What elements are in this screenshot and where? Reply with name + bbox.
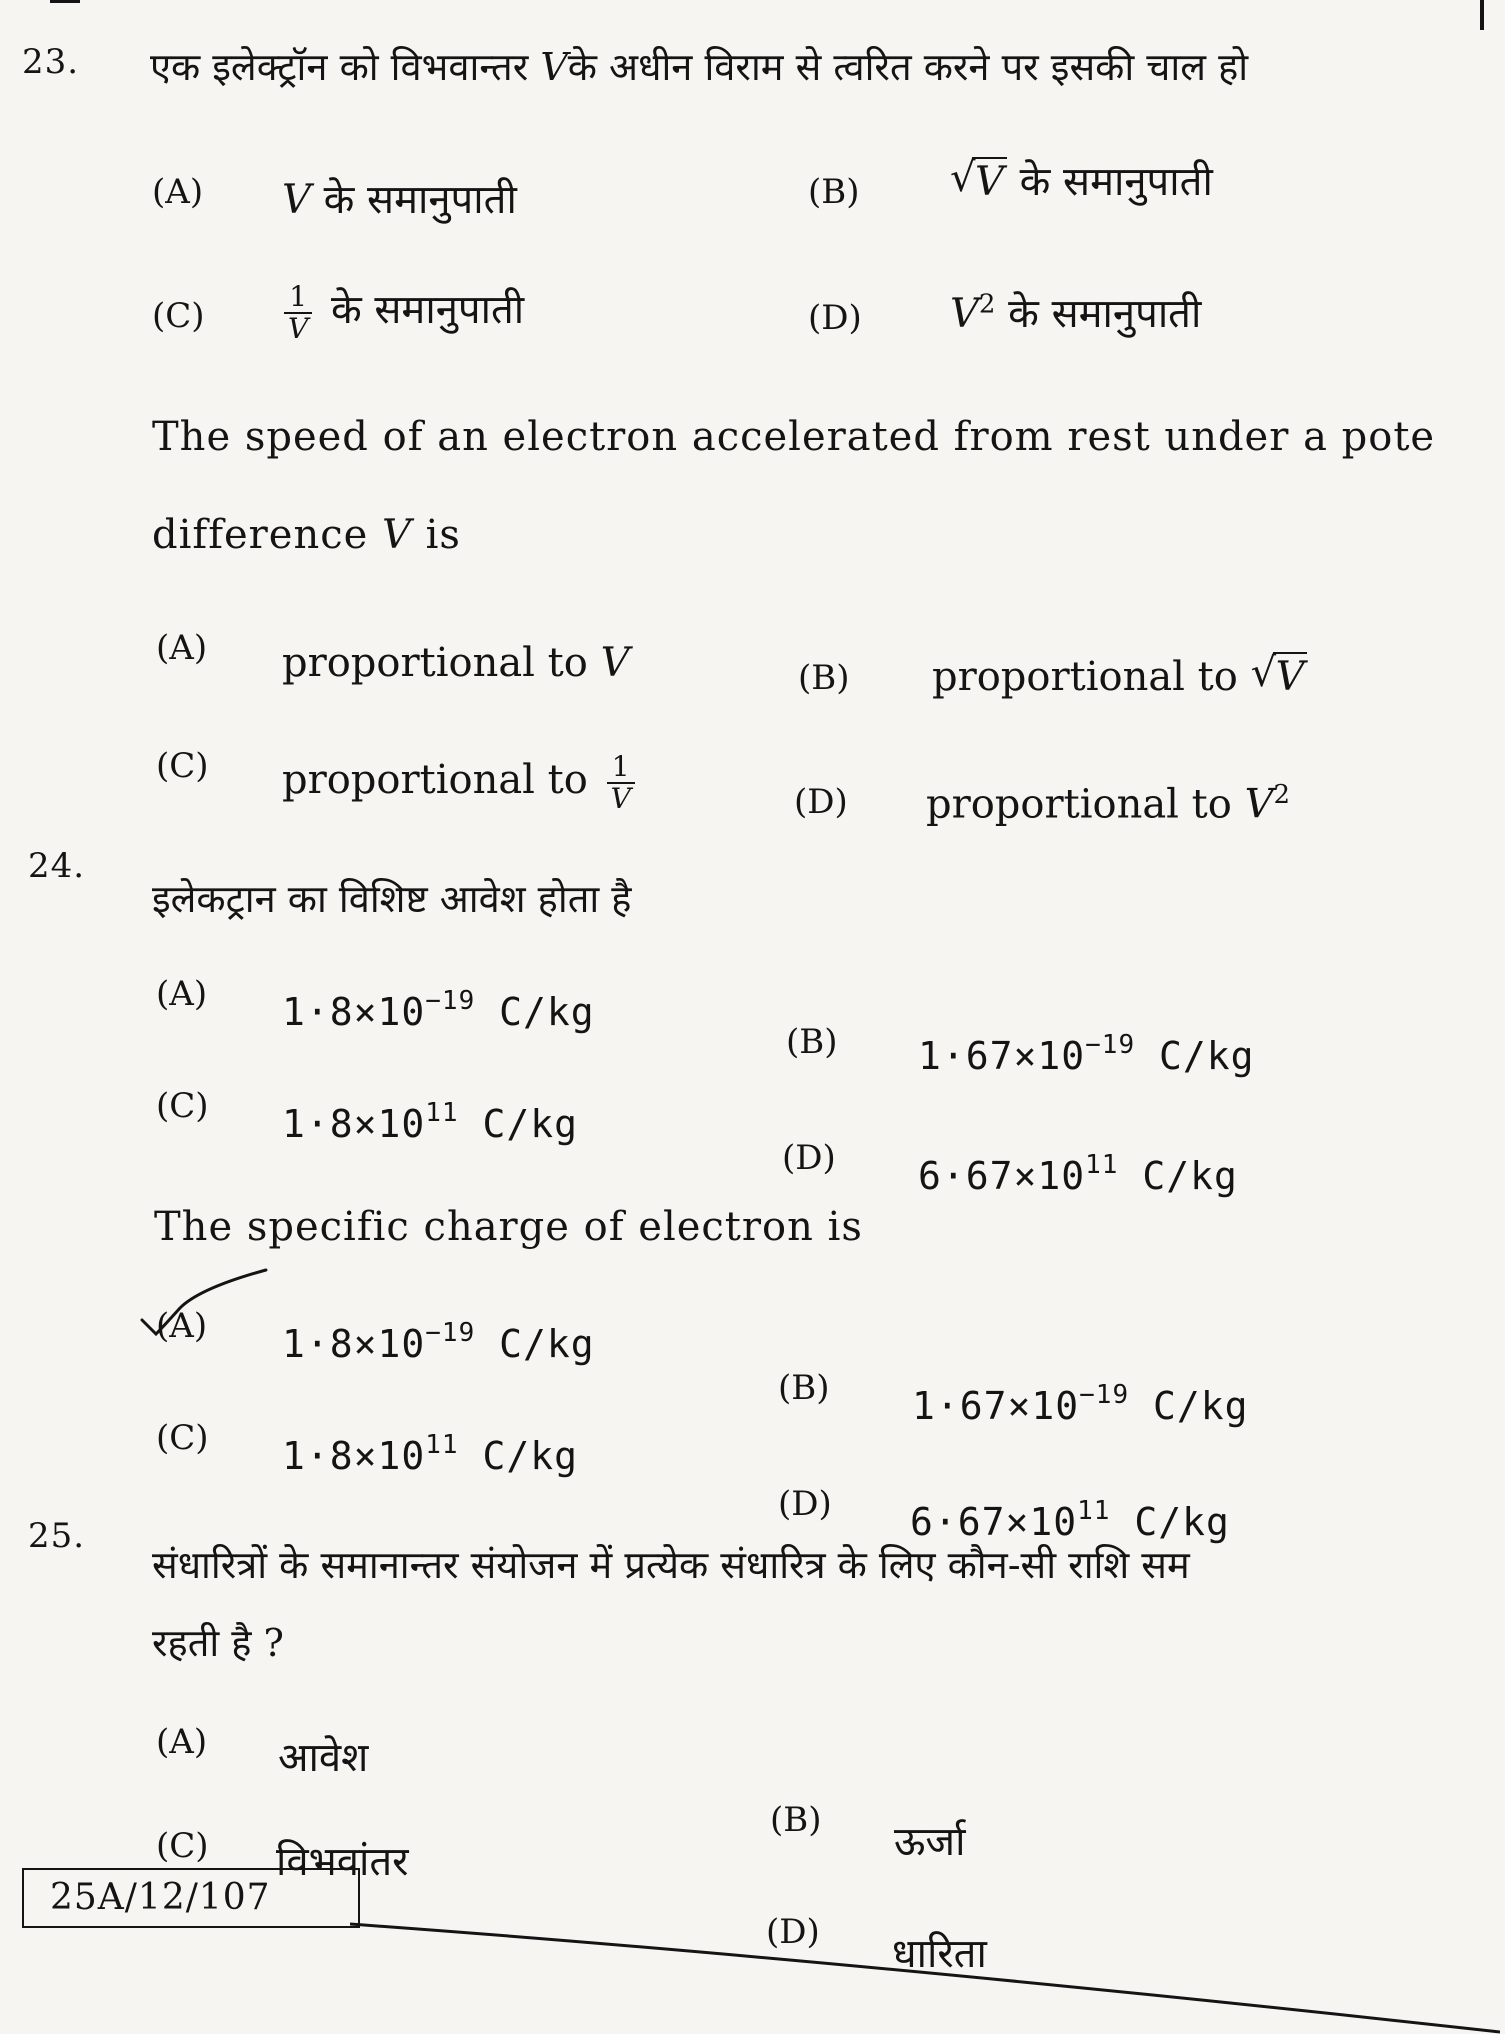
exponent: −19 — [1085, 1030, 1136, 1060]
unit: C/kg — [458, 1434, 578, 1478]
mantissa: 1·67×10 — [912, 1384, 1080, 1428]
mantissa: 1·67×10 — [918, 1034, 1086, 1078]
math-variable: V — [600, 640, 630, 686]
option-text: आवेश — [278, 1735, 369, 1781]
option-text: ऊर्जा — [894, 1819, 966, 1865]
mantissa: 1·8×10 — [282, 1102, 426, 1146]
math-variable: V — [1244, 781, 1274, 828]
radicand: V — [1273, 652, 1308, 700]
option-text: विभवांतर — [276, 1839, 409, 1885]
page-edge-mark — [50, 0, 80, 3]
math-variable: V — [382, 512, 412, 558]
option-letter: (C) — [152, 296, 205, 336]
page-fold-line — [350, 1900, 1500, 2034]
option-letter: (A) — [156, 974, 208, 1014]
exponent: 11 — [1077, 1496, 1111, 1526]
option-value — [282, 1430, 578, 1478]
question-text-hindi: रहती है ? — [152, 1621, 284, 1665]
square-root — [950, 155, 1007, 205]
option-label: proportional to — [282, 640, 601, 686]
math-variable: V — [282, 177, 311, 223]
option-text — [282, 170, 517, 225]
option-letter: (D) — [778, 1484, 832, 1524]
option-value — [912, 1380, 1249, 1428]
mantissa: 1·8×10 — [282, 990, 426, 1034]
question-text-english: The specific charge of electron is — [154, 1204, 863, 1250]
option-letter: (A) — [152, 172, 204, 212]
question-number: 24. — [28, 846, 86, 886]
fraction — [284, 282, 312, 344]
math-variable: V — [950, 291, 979, 337]
square-root — [1250, 650, 1308, 700]
exponent: 2 — [1273, 780, 1290, 810]
option-text — [282, 640, 629, 686]
option-letter: (A) — [156, 628, 208, 668]
question-text-english — [152, 512, 461, 558]
question-text-hindi: संधारित्रों के समानान्तर संयोजन में प्रत्येक संधारित्र के लिए कौन-सी राशि सम — [152, 1543, 1190, 1587]
option-text — [932, 650, 1307, 700]
option-label: proportional to — [932, 654, 1251, 700]
answer-tick-mark — [140, 1268, 280, 1358]
numerator: 1 — [284, 282, 312, 314]
option-letter: (B) — [778, 1368, 830, 1408]
question-text-part: के अधीन विराम से त्वरित करने पर इसकी चाल हो — [567, 45, 1249, 89]
paper-code-box: 25A/12/107 — [22, 1868, 360, 1928]
denominator: V — [610, 782, 631, 815]
radicand: V — [972, 157, 1007, 205]
question-text-part: difference — [152, 512, 383, 558]
radical-sign: √ — [1250, 650, 1277, 696]
radical-sign: √ — [950, 155, 976, 201]
math-variable: V — [540, 45, 568, 89]
mantissa: 1·8×10 — [282, 1434, 426, 1478]
option-letter: (C) — [156, 1418, 209, 1458]
page-corner-mark — [1480, 0, 1484, 30]
option-letter: (D) — [766, 1912, 820, 1952]
option-letter: (C) — [156, 1086, 209, 1126]
unit: C/kg — [458, 1102, 578, 1146]
numerator: 1 — [607, 752, 635, 784]
option-label: के समानुपाती — [995, 291, 1202, 337]
option-text — [950, 284, 1201, 339]
option-letter: (B) — [770, 1800, 822, 1840]
unit: C/kg — [475, 1322, 595, 1366]
mantissa: 1·8×10 — [282, 1322, 426, 1366]
option-letter: (B) — [798, 658, 850, 698]
question-number: 23. — [22, 42, 80, 82]
option-text — [926, 780, 1290, 827]
question-text-hindi — [150, 40, 1248, 92]
option-value — [910, 1496, 1230, 1544]
exponent: 11 — [425, 1430, 459, 1460]
option-letter: (A) — [156, 1306, 208, 1346]
question-text-english: The speed of an electron accelerated from rest under a pote — [152, 414, 1436, 460]
option-label: के समानुपाती — [318, 287, 525, 333]
unit: C/kg — [1110, 1500, 1230, 1544]
question-text-part: is — [411, 512, 461, 558]
unit: C/kg — [475, 990, 595, 1034]
option-letter: (B) — [786, 1022, 838, 1062]
option-label: proportional to — [926, 781, 1245, 828]
exponent: 11 — [1085, 1150, 1119, 1180]
fraction — [607, 752, 635, 814]
denominator: V — [288, 312, 309, 345]
mantissa: 6·67×10 — [918, 1154, 1086, 1198]
option-value — [282, 1318, 595, 1366]
option-value — [282, 1098, 578, 1146]
mantissa: 6·67×10 — [910, 1500, 1078, 1544]
option-label: के समानुपाती — [310, 177, 517, 223]
exponent: −19 — [425, 986, 476, 1016]
unit: C/kg — [1135, 1034, 1255, 1078]
unit: C/kg — [1118, 1154, 1238, 1198]
option-letter: (D) — [808, 298, 862, 338]
question-number: 25. — [28, 1516, 86, 1556]
option-value — [918, 1150, 1238, 1198]
question-text-hindi: इलेकट्रान का विशिष्ट आवेश होता है — [152, 877, 632, 921]
option-label: proportional to — [282, 757, 601, 803]
option-text — [950, 152, 1213, 207]
option-text — [278, 280, 524, 344]
unit: C/kg — [1129, 1384, 1249, 1428]
option-letter: (D) — [782, 1138, 836, 1178]
option-letter: (B) — [808, 172, 860, 212]
exponent: 11 — [425, 1098, 459, 1128]
option-letter: (D) — [794, 782, 848, 822]
option-label: के समानुपाती — [1006, 159, 1213, 205]
option-letter: (C) — [156, 746, 209, 786]
option-value — [282, 986, 595, 1034]
option-letter: (C) — [156, 1826, 209, 1866]
question-text-part: एक इलेक्ट्रॉन को विभवान्तर — [150, 45, 541, 89]
option-value — [918, 1030, 1255, 1078]
exponent: −19 — [1079, 1380, 1130, 1410]
exponent: −19 — [425, 1318, 476, 1348]
exponent: 2 — [978, 289, 996, 320]
option-letter: (A) — [156, 1722, 208, 1762]
option-text — [282, 752, 641, 814]
option-text: धारिता — [892, 1931, 987, 1977]
